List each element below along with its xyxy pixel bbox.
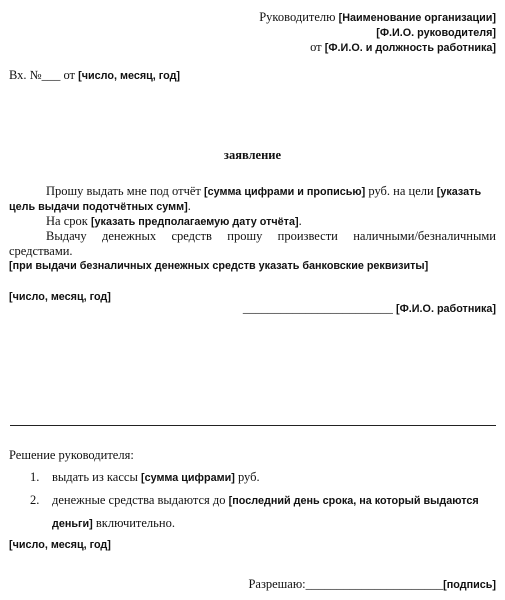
decision-item-1 bbox=[30, 470, 260, 485]
decision-item-2-line-2 bbox=[52, 516, 175, 531]
header-to-prefix: Руководителю bbox=[259, 10, 336, 24]
employee-name-placeholder: [Ф.И.О. работника] bbox=[395, 303, 496, 315]
decision-item-1-number: 1. bbox=[30, 470, 40, 484]
header-from-line bbox=[310, 40, 496, 55]
header-to-line bbox=[259, 10, 496, 25]
decision-item-2-number: 2. bbox=[30, 493, 40, 507]
body-p1-text: Прошу выдать мне под отчёт bbox=[46, 184, 201, 198]
incoming-number-line bbox=[9, 68, 180, 83]
header-from-placeholder: [Ф.И.О. и должность работника] bbox=[324, 42, 496, 54]
report-date-placeholder: [указать предполагаемую дату отчёта] bbox=[90, 216, 299, 228]
body-paragraph-1-line-1 bbox=[46, 184, 481, 199]
body-paragraph-1-line-2 bbox=[9, 199, 191, 214]
purpose-placeholder-part-1: [указать bbox=[436, 186, 482, 198]
employee-signature-line bbox=[243, 301, 496, 316]
decision-item-2-text: денежные средства выдаются до bbox=[52, 493, 226, 507]
body-paragraph-2 bbox=[46, 214, 302, 229]
deadline-placeholder-part-2: деньги] bbox=[52, 518, 93, 530]
body-paragraph-3-line-1: Выдачу денежных средств прошу произвести наличными/безналичными bbox=[46, 229, 496, 243]
approval-line bbox=[248, 577, 496, 592]
bank-details-placeholder: [при выдачи безналичных денежных средств указать банковские реквизиты] bbox=[9, 260, 429, 272]
decision-date-placeholder: [число, месяц, год] bbox=[9, 539, 111, 551]
body-paragraph-3-line-2: средствами. bbox=[9, 244, 73, 258]
approval-label: Разрешаю: bbox=[248, 577, 306, 591]
body-p2-text: На срок bbox=[46, 214, 88, 228]
decision-item-2-line-1 bbox=[30, 493, 479, 508]
section-divider bbox=[10, 425, 496, 426]
approval-underline: ______________________ bbox=[305, 577, 444, 591]
document-title: заявление bbox=[223, 148, 282, 162]
body-p1-text-2: руб. на цели bbox=[368, 184, 434, 198]
signature-underline: ________________________ bbox=[242, 301, 393, 315]
header-manager-line bbox=[376, 25, 496, 40]
approval-signature-placeholder: [подпись] bbox=[443, 579, 496, 591]
deadline-placeholder-part-1: [последний день срока, на который выдаются bbox=[228, 495, 479, 507]
cash-amount-placeholder: [сумма цифрами] bbox=[140, 472, 235, 484]
body-p2-end: . bbox=[298, 214, 302, 228]
decision-item-2-text-2: включительно. bbox=[95, 516, 175, 530]
body-p1-end: . bbox=[187, 199, 191, 213]
decision-item-1-text: выдать из кассы bbox=[52, 470, 138, 484]
purpose-placeholder-part-2: цель выдачи подотчётных сумм] bbox=[9, 201, 188, 213]
decision-heading: Решение руководителя: bbox=[9, 448, 134, 462]
decision-item-1-text-2: руб. bbox=[237, 470, 260, 484]
incoming-date-placeholder: [число, месяц, год] bbox=[78, 70, 181, 82]
amount-placeholder: [сумма цифрами и прописью] bbox=[204, 186, 366, 198]
incoming-label: Вх. №___ от bbox=[9, 68, 76, 82]
header-org-placeholder: [Наименование организации] bbox=[338, 12, 496, 24]
header-manager-placeholder: [Ф.И.О. руководителя] bbox=[376, 27, 496, 39]
application-date-placeholder: [число, месяц, год] bbox=[9, 291, 111, 303]
header-from-prefix: от bbox=[310, 40, 322, 54]
